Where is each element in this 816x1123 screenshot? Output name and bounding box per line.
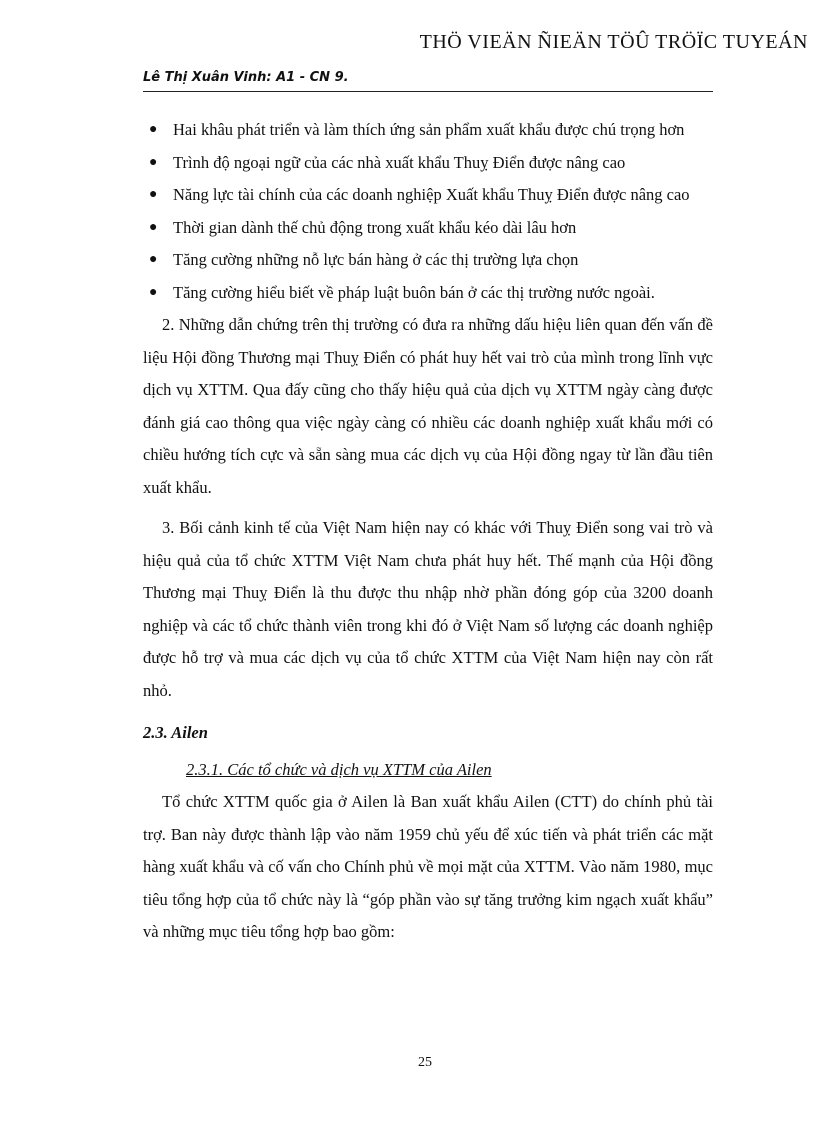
list-item: ● Tăng cường hiểu biết về pháp luật buôn bán ở các thị trường nước ngoài. xyxy=(143,277,713,310)
list-item: ● Năng lực tài chính của các doanh nghiệp Xuất khẩu Thuỵ Điển được nâng cao xyxy=(143,179,713,212)
library-watermark: THÖ VIEÄN ÑIEÄN TÖÛ TRÖÏC TUYEÁN xyxy=(419,31,808,53)
bullet-icon: ● xyxy=(149,154,158,170)
page-number: 25 xyxy=(418,1055,432,1070)
bullet-icon: ● xyxy=(149,284,158,300)
list-item: ● Trình độ ngoại ngữ của các nhà xuất khẩu Thuỵ Điển được nâng cao xyxy=(143,147,713,180)
subsection-title: 2.3.1. Các tổ chức và dịch vụ XTTM của Ailen xyxy=(186,759,492,779)
list-item: ● Hai khâu phát triển và làm thích ứng sản phẩm xuất khẩu được chú trọng hơn xyxy=(143,114,713,147)
benefit-list xyxy=(143,114,713,309)
bullet-icon: ● xyxy=(149,219,158,235)
bullet-icon: ● xyxy=(149,187,158,202)
bullet-icon: ● xyxy=(149,252,158,267)
author-header: Lê Thị Xuân Vinh: A1 - CN 9. xyxy=(143,70,713,92)
paragraph-4: Tổ chức XTTM quốc gia ở Ailen là Ban xuất khẩu Ailen (CTT) do chính phủ tài trợ. Ban này được thành lập vào năm 1959 chủ yếu để xúc tiến và phát triển các mặt hàng xuất khẩu và cố vấn cho Chính phủ về mọi mặt của XTTM. Vào năm 1980, mục tiêu tổng hợp của tổ chức này là “góp phần vào sự tăng trưởng kim ngạch xuất khẩu” và những mục tiêu tổng hợp bao gồm: xyxy=(143,792,713,941)
page-content xyxy=(143,114,713,949)
section-title: 2.3. Ailen xyxy=(143,723,208,742)
list-item: ● Tăng cường những nỗ lực bán hàng ở các thị trường lựa chọn xyxy=(143,244,713,277)
bullet-icon: ● xyxy=(149,122,158,137)
paragraph-3: 3. Bối cảnh kinh tế của Việt Nam hiện nay có khác với Thuỵ Điển song vai trò và hiệu quả của tổ chức XTTM Việt Nam chưa phát huy hết. Thế mạnh của Hội đồng Thương mại Thuỵ Điển là thu được thu nhập nhờ phần đóng góp của 3200 doanh nghiệp và các tổ chức thành viên trong khi đó ở Việt Nam số lượng các doanh nghiệp được hỗ trợ và mua các dịch vụ của tổ chức XTTM của Việt Nam hiện nay còn rất nhỏ. xyxy=(143,518,713,700)
paragraph-2: 2. Những dẫn chứng trên thị trường có đưa ra những dấu hiệu liên quan đến vấn đề liệu Hội đồng Thương mại Thuỵ Điển có phát huy hết vai trò của mình trong lĩnh vực dịch vụ XTTM. Qua đấy cũng cho thấy hiệu quả của dịch vụ XTTM ngày càng được đánh giá cao thông qua việc ngày càng có nhiều các doanh nghiệp xuất khẩu mới có chiều hướng tích cực và sẵn sàng mua các dịch vụ của Hội đồng ngay từ lần đầu tiên xuất khẩu. xyxy=(143,315,713,497)
list-item: ● Thời gian dành thế chủ động trong xuất khẩu kéo dài lâu hơn xyxy=(143,212,713,245)
